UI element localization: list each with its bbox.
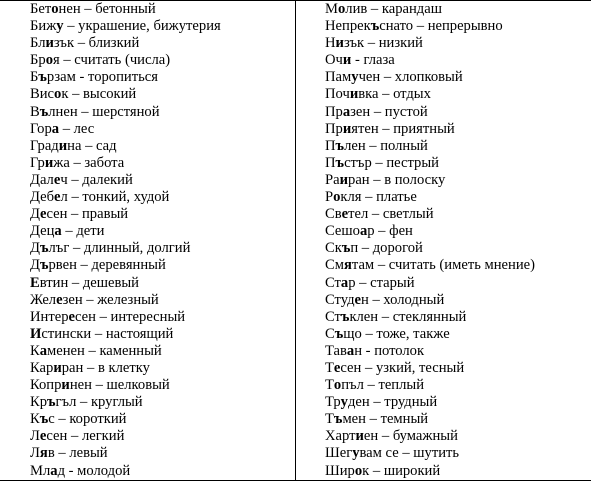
word-part: Д xyxy=(30,257,40,274)
stressed-letter: о xyxy=(333,377,342,394)
translation: - торопиться xyxy=(75,69,158,86)
word-part: Пр xyxy=(325,120,343,137)
word-part: Л xyxy=(30,445,40,462)
word-entry xyxy=(30,86,221,103)
word-part: Мл xyxy=(30,462,51,479)
translation: – длинный, долгий xyxy=(69,240,191,257)
stressed-letter: е xyxy=(39,206,47,223)
word-part: Жел xyxy=(30,291,57,308)
word-part: снато xyxy=(379,18,414,35)
word-part: Л xyxy=(30,428,40,445)
stressed-letter: и xyxy=(53,359,62,376)
word-part: Ск xyxy=(325,240,342,257)
translation: – забота xyxy=(69,154,125,171)
word-entry xyxy=(325,326,535,343)
word-entry xyxy=(30,52,221,69)
stressed-letter: и xyxy=(335,35,344,52)
word-part: К xyxy=(30,342,40,359)
word-part: лив xyxy=(345,1,368,17)
word-part: р xyxy=(367,223,375,240)
word-entry xyxy=(325,223,535,240)
stressed-letter: я xyxy=(39,445,48,462)
translation: – шерстяной xyxy=(77,103,160,120)
translation: – легкий xyxy=(67,428,125,445)
word-part: в xyxy=(47,445,55,462)
word-part: Т xyxy=(325,377,334,394)
stressed-letter: ъ xyxy=(370,18,380,35)
word-part: М xyxy=(325,1,338,17)
word-part: Р xyxy=(325,189,334,206)
word-part: Св xyxy=(325,206,342,223)
translation: – считать (иметь мнение) xyxy=(374,257,535,274)
word-entry xyxy=(30,463,221,480)
word-part: нен xyxy=(58,1,81,17)
stressed-letter: у xyxy=(340,394,348,411)
word-entry xyxy=(30,18,221,35)
word-entry xyxy=(325,377,535,394)
word-entry xyxy=(325,411,535,428)
word-entry xyxy=(325,343,535,360)
word-part: мен xyxy=(342,411,366,428)
translation: – дети xyxy=(61,223,105,240)
word-entry xyxy=(325,69,535,86)
word-entry xyxy=(325,206,535,223)
stressed-letter: и xyxy=(342,120,352,137)
translation: – фен xyxy=(374,223,413,240)
word-part: зък xyxy=(343,35,365,52)
word-part: Н xyxy=(325,35,336,52)
word-part: на xyxy=(67,137,82,154)
word-part: Тр xyxy=(325,394,341,411)
translation: – правый xyxy=(67,206,129,223)
translation: – полный xyxy=(365,137,428,154)
word-part: жа xyxy=(53,154,70,171)
stressed-letter: о xyxy=(51,1,59,17)
right-word-column xyxy=(325,1,535,480)
word-entry xyxy=(30,138,221,155)
translation: – каменный xyxy=(84,342,162,359)
translation: – в полоску xyxy=(369,171,446,188)
word-entry xyxy=(325,86,535,103)
column-divider xyxy=(295,1,296,480)
stressed-letter: а xyxy=(39,342,48,359)
word-part: Поч xyxy=(325,86,350,103)
stressed-letter: ъ xyxy=(333,411,343,428)
word-part: Гор xyxy=(30,120,52,137)
stressed-letter: а xyxy=(50,462,58,479)
stressed-letter: е xyxy=(53,171,61,188)
word-part: рвен xyxy=(48,257,77,274)
word-part: Бет xyxy=(30,1,52,17)
word-entry xyxy=(325,35,535,52)
word-entry xyxy=(30,189,221,206)
word-part: н xyxy=(354,342,363,359)
word-part: ятен xyxy=(351,120,379,137)
stressed-letter: ъ xyxy=(335,154,345,171)
word-part: що xyxy=(343,325,362,342)
word-part: к xyxy=(362,462,370,479)
word-part: Пр xyxy=(325,103,343,120)
word-entry xyxy=(30,292,221,309)
word-part: стър xyxy=(344,154,372,171)
stressed-letter: ъ xyxy=(39,240,49,257)
word-part: п xyxy=(350,240,359,257)
stressed-letter: а xyxy=(346,342,355,359)
word-part: втин xyxy=(39,274,69,291)
word-part: ран xyxy=(61,359,84,376)
translation: – близкий xyxy=(74,35,140,52)
translation: – карандаш xyxy=(367,1,442,17)
word-part: зен xyxy=(62,291,83,308)
left-word-column xyxy=(30,1,221,480)
word-part: л xyxy=(60,189,68,206)
translation: – тоже, также xyxy=(361,325,450,342)
word-part: сен xyxy=(75,308,96,325)
word-part: Деб xyxy=(30,189,55,206)
word-entry xyxy=(30,445,221,462)
word-part: Студ xyxy=(325,291,355,308)
word-part: Гр xyxy=(30,154,45,171)
word-part: В xyxy=(30,103,40,120)
stressed-letter: я xyxy=(343,257,352,274)
translation: – темный xyxy=(365,411,429,428)
word-part: Сешо xyxy=(325,223,360,240)
word-part: пъл xyxy=(341,377,364,394)
translation: – украшение, бижутерия xyxy=(63,18,221,35)
translation: - глаза xyxy=(351,52,395,69)
word-part: Т xyxy=(325,411,334,428)
stressed-letter: о xyxy=(337,1,346,17)
word-part: сен xyxy=(340,359,362,376)
word-part: зък xyxy=(53,35,75,52)
word-part: Град xyxy=(30,137,59,154)
word-part: гъл xyxy=(55,394,77,411)
word-entry xyxy=(325,172,535,189)
word-entry xyxy=(325,445,535,462)
stressed-letter: и xyxy=(45,35,54,52)
word-part: лъг xyxy=(48,240,70,257)
word-part: ч xyxy=(60,171,68,188)
word-entry xyxy=(30,240,221,257)
translation: – бумажный xyxy=(378,428,458,445)
translation: – далекий xyxy=(67,171,133,188)
word-part: Б xyxy=(30,69,39,86)
word-part: с xyxy=(48,411,55,428)
word-entry xyxy=(325,240,535,257)
word-part: р xyxy=(348,274,356,291)
translation: – считать (числа) xyxy=(59,52,171,69)
word-part: Оч xyxy=(325,52,343,69)
word-part: Вис xyxy=(30,86,55,103)
stressed-letter: и xyxy=(342,52,352,69)
translation: – низкий xyxy=(364,35,423,52)
word-part: ран xyxy=(348,171,370,188)
word-entry xyxy=(30,309,221,326)
word-part: Кр xyxy=(30,394,48,411)
translation: – лес xyxy=(59,120,95,137)
translation: – деревянный xyxy=(76,257,166,274)
word-part: лнен xyxy=(48,103,78,120)
word-entry xyxy=(30,35,221,52)
stressed-letter: е xyxy=(68,308,75,325)
translation: - потолок xyxy=(362,342,425,359)
stressed-letter: и xyxy=(44,154,54,171)
word-entry xyxy=(30,377,221,394)
word-part: Биж xyxy=(30,18,57,35)
word-part: нен xyxy=(69,377,92,394)
word-part: Интер xyxy=(30,308,69,325)
stressed-letter: о xyxy=(333,189,341,206)
word-part: Шег xyxy=(325,445,353,462)
word-part: С xyxy=(325,325,335,342)
word-part: менен xyxy=(47,342,85,359)
translation: – высокий xyxy=(68,86,137,103)
translation: – пустой xyxy=(370,103,428,120)
word-part: стински xyxy=(41,325,92,342)
translation: – отдых xyxy=(378,86,431,103)
stressed-letter: ъ xyxy=(39,257,49,274)
word-entry xyxy=(30,257,221,274)
word-entry xyxy=(325,292,535,309)
translation: – старый xyxy=(355,274,415,291)
word-part: К xyxy=(30,411,40,428)
stressed-letter: ъ xyxy=(47,394,56,411)
translation: – светлый xyxy=(368,206,434,223)
stressed-letter: ъ xyxy=(38,69,47,86)
word-part: Т xyxy=(325,359,334,376)
word-entry xyxy=(325,121,535,138)
stressed-letter: у xyxy=(56,18,64,35)
word-entry xyxy=(30,104,221,121)
word-entry xyxy=(30,223,221,240)
translation: – платье xyxy=(361,189,417,206)
translation: – пестрый xyxy=(371,154,439,171)
translation: – интересный xyxy=(95,308,186,325)
word-entry xyxy=(325,155,535,172)
stressed-letter: Е xyxy=(30,274,40,291)
word-part: чен xyxy=(358,69,381,86)
word-part: я xyxy=(52,52,60,69)
word-entry xyxy=(30,394,221,411)
translation: – дорогой xyxy=(358,240,423,257)
stressed-letter: а xyxy=(54,223,62,240)
word-entry xyxy=(30,275,221,292)
word-part: вка xyxy=(358,86,379,103)
translation: – широкий xyxy=(369,462,441,479)
stressed-letter: ъ xyxy=(341,240,351,257)
word-entry xyxy=(325,189,535,206)
translation: – тонкий, худой xyxy=(67,189,170,206)
word-part: Тав xyxy=(325,342,347,359)
stressed-letter: И xyxy=(30,325,42,342)
word-part: лен xyxy=(344,137,366,154)
stressed-letter: е xyxy=(39,428,47,445)
word-entry xyxy=(325,275,535,292)
word-part: ен xyxy=(363,428,379,445)
word-part: Д xyxy=(30,206,40,223)
stressed-letter: ъ xyxy=(39,411,49,428)
word-entry xyxy=(30,1,221,18)
word-entry xyxy=(325,463,535,480)
word-part: д xyxy=(57,462,65,479)
word-entry xyxy=(30,155,221,172)
translation: – в клетку xyxy=(83,359,150,376)
stressed-letter: о xyxy=(54,86,62,103)
word-part: Дец xyxy=(30,223,55,240)
translation: – железный xyxy=(82,291,159,308)
stressed-letter: а xyxy=(340,274,349,291)
translation: – непрерывно xyxy=(413,18,503,35)
word-entry xyxy=(30,428,221,445)
translation: – шутить xyxy=(398,445,460,462)
word-part: Пам xyxy=(325,69,352,86)
translation: – левый xyxy=(54,445,108,462)
translation: – круглый xyxy=(76,394,143,411)
word-part: Бр xyxy=(30,52,46,69)
stressed-letter: и xyxy=(349,86,359,103)
word-part: ден xyxy=(347,394,370,411)
word-part: Д xyxy=(30,240,40,257)
translation: – теплый xyxy=(363,377,425,394)
word-part: Кар xyxy=(30,359,54,376)
translation: – хлопковый xyxy=(380,69,463,86)
translation: – холодный xyxy=(368,291,445,308)
translation: – сад xyxy=(81,137,117,154)
stressed-letter: ъ xyxy=(334,325,344,342)
word-part: Непрек xyxy=(325,18,371,35)
stressed-letter: е xyxy=(56,291,63,308)
word-entry xyxy=(325,360,535,377)
word-entry xyxy=(325,309,535,326)
word-part: Дал xyxy=(30,171,54,188)
stressed-letter: и xyxy=(61,377,70,394)
stressed-letter: о xyxy=(45,52,53,69)
word-part: Харт xyxy=(325,428,356,445)
stressed-letter: ъ xyxy=(340,308,350,325)
word-entry xyxy=(30,206,221,223)
word-entry xyxy=(30,360,221,377)
word-entry xyxy=(325,394,535,411)
word-part: Шир xyxy=(325,462,355,479)
word-part: П xyxy=(325,154,336,171)
word-part: н xyxy=(361,291,369,308)
word-part: Копр xyxy=(30,377,62,394)
word-entry xyxy=(325,18,535,35)
word-part: клен xyxy=(349,308,379,325)
stressed-letter: о xyxy=(354,462,363,479)
word-part: Ст xyxy=(325,308,341,325)
translation: – настоящий xyxy=(91,325,174,342)
word-entry xyxy=(30,121,221,138)
translation: – приятный xyxy=(378,120,455,137)
word-entry xyxy=(30,326,221,343)
word-entry xyxy=(325,1,535,18)
word-part: сен xyxy=(46,428,68,445)
stressed-letter: е xyxy=(341,206,349,223)
word-part: тел xyxy=(348,206,369,223)
word-part: вам се xyxy=(359,445,399,462)
word-part: там xyxy=(351,257,375,274)
translation: - молодой xyxy=(65,462,131,479)
word-entry xyxy=(30,69,221,86)
stressed-letter: е xyxy=(354,291,362,308)
translation: – стеклянный xyxy=(378,308,467,325)
word-part: кля xyxy=(340,189,362,206)
word-entry xyxy=(325,104,535,121)
word-part: рзам xyxy=(46,69,76,86)
stressed-letter: а xyxy=(342,103,351,120)
word-entry xyxy=(325,52,535,69)
word-part: сен xyxy=(46,206,68,223)
word-entry xyxy=(325,428,535,445)
stressed-letter: ъ xyxy=(335,137,345,154)
word-part: Ра xyxy=(325,171,340,188)
translation: – трудный xyxy=(369,394,438,411)
stressed-letter: у xyxy=(351,69,359,86)
stressed-letter: и xyxy=(355,428,364,445)
word-entry xyxy=(30,343,221,360)
stressed-letter: е xyxy=(333,359,341,376)
translation: – дешевый xyxy=(68,274,139,291)
stressed-letter: а xyxy=(359,223,368,240)
stressed-letter: и xyxy=(339,171,349,188)
stressed-letter: ъ xyxy=(39,103,49,120)
translation: – бетонный xyxy=(80,1,156,17)
word-part: Ст xyxy=(325,274,341,291)
word-entry xyxy=(325,257,535,274)
word-part: зен xyxy=(350,103,371,120)
word-part: Бл xyxy=(30,35,46,52)
translation: – узкий, тесный xyxy=(361,359,465,376)
translation: – шелковый xyxy=(91,377,170,394)
word-part: П xyxy=(325,137,336,154)
word-part: См xyxy=(325,257,344,274)
translation: – короткий xyxy=(54,411,127,428)
stressed-letter: е xyxy=(54,189,61,206)
word-entry xyxy=(325,138,535,155)
word-entry xyxy=(30,411,221,428)
word-part: к xyxy=(61,86,69,103)
stressed-letter: а xyxy=(51,120,60,137)
word-entry xyxy=(30,172,221,189)
stressed-letter: у xyxy=(352,445,360,462)
stressed-letter: и xyxy=(58,137,68,154)
